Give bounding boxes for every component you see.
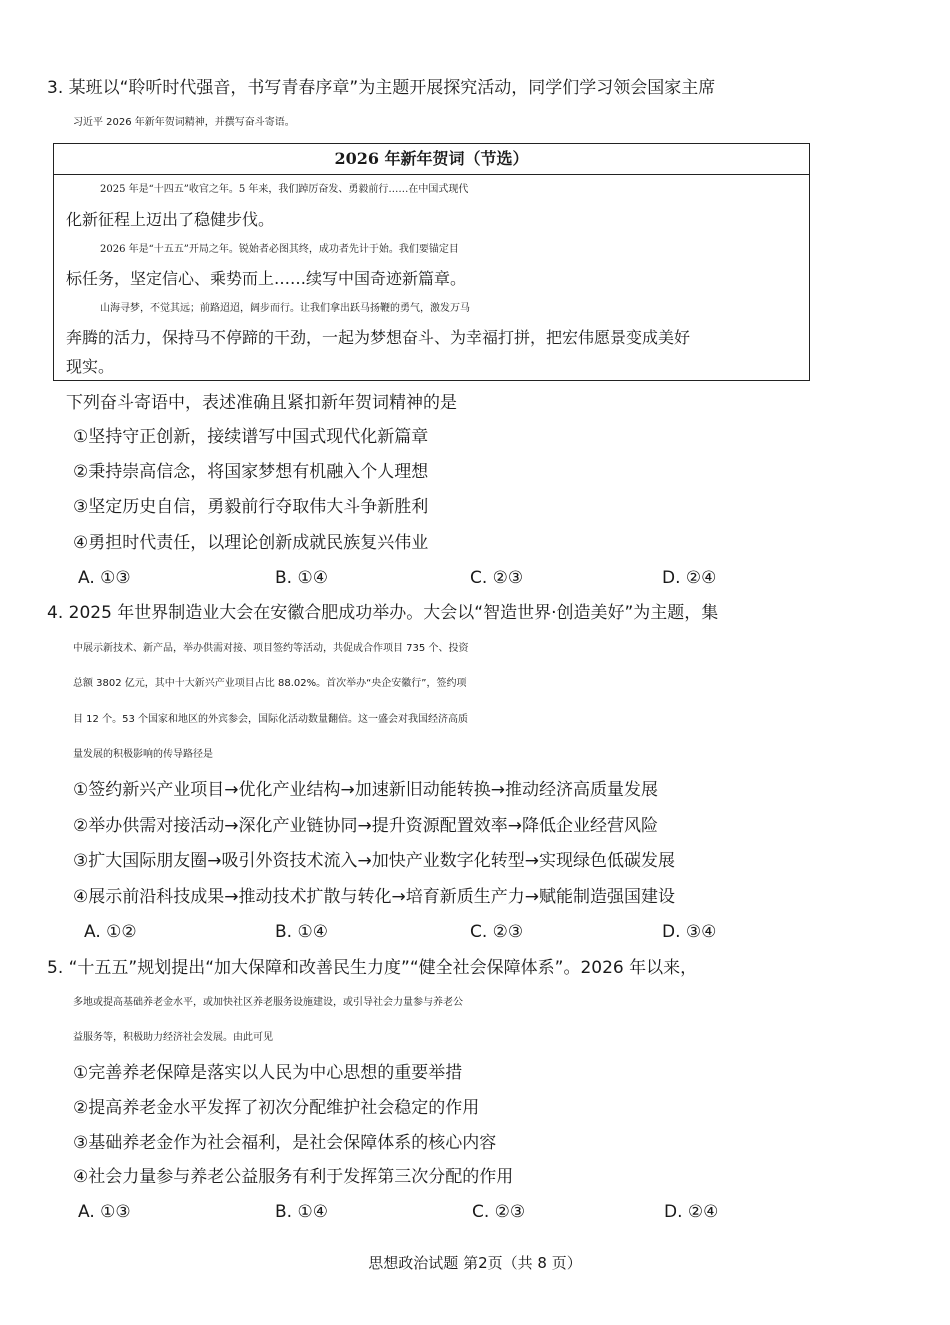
q4-stem-line-1: 4. 2025 年世界制造业大会在安徽合肥成功举办。大会以“智造世界·创造美好”为主题，集 [47,603,719,623]
q5-statement-1: ①完善养老保障是落实以人民为中心思想的重要举措 [73,1063,463,1083]
q3-prompt: 下列奋斗寄语中，表述准确且紧扣新年贺词精神的是 [66,393,457,413]
q5-option-a[interactable]: A. ①③ [78,1202,131,1222]
q4-stem-line-3: 总额 3802 亿元，其中十大新兴产业项目占比 88.02%。首次举办“央企安徽行”，签约项 [73,678,467,689]
q5-option-d[interactable]: D. ②④ [664,1202,719,1222]
q3-option-d[interactable]: D. ②④ [662,568,717,588]
q3-statement-4: ④勇担时代责任，以理论创新成就民族复兴伟业 [73,533,429,553]
excerpt-line-3: 2026 年是“十五五”开局之年。锐始者必图其终，成功者先计于始。我们要锚定目 [100,244,459,255]
excerpt-line-7: 现实。 [66,357,115,376]
q3-statement-2: ②秉持崇高信念，将国家梦想有机融入个人理想 [73,462,429,482]
excerpt-line-1: 2025 年是“十四五”收官之年。5 年来，我们踔厉奋发、勇毅前行……在中国式现代 [100,184,469,195]
new-year-speech-excerpt-box [53,143,810,381]
q4-stem-line-4: 目 12 个。53 个国家和地区的外宾参会，国际化活动数量翻倍。这一盛会对我国经济高质 [73,714,468,725]
excerpt-line-5: 山海寻梦，不觉其远；前路迢迢，阔步而行。让我们拿出跃马扬鞭的勇气，激发万马 [100,303,470,314]
q5-stem-line-1: 5. “十五五”规划提出“加大保障和改善民生力度”“健全社会保障体系”。2026 年以来， [47,958,698,978]
q5-stem-line-3: 益服务等，积极助力经济社会发展。由此可见 [73,1032,273,1043]
q4-statement-1: ①签约新兴产业项目→优化产业结构→加速新旧动能转换→推动经济高质量发展 [73,780,658,800]
q3-statement-1: ①坚持守正创新，接续谱写中国式现代化新篇章 [73,427,429,447]
q5-statement-2: ②提高养老金水平发挥了初次分配维护社会稳定的作用 [73,1098,480,1118]
q5-statement-3: ③基础养老金作为社会福利，是社会保障体系的核心内容 [73,1133,497,1153]
q3-option-b[interactable]: B. ①④ [275,568,328,588]
q4-stem-line-5: 量发展的积极影响的传导路径是 [73,749,213,760]
q3-stem-line-1: 3. 某班以“聆听时代强音，书写青春序章”为主题开展探究活动，同学们学习领会国家主席 [47,78,716,98]
q4-statement-2: ②举办供需对接活动→深化产业链协同→提升资源配置效率→降低企业经营风险 [73,816,658,836]
q4-option-b[interactable]: B. ①④ [275,922,328,942]
excerpt-line-6: 奔腾的活力，保持马不停蹄的干劲，一起为梦想奋斗、为幸福打拼，把宏伟愿景变成美好 [66,328,691,347]
page-footer: 思想政治试题 第2页（共 8 页） [368,1254,582,1272]
excerpt-line-2: 化新征程上迈出了稳健步伐。 [66,210,275,229]
q5-stem-line-2: 多地或提高基础养老金水平，或加快社区养老服务设施建设，或引导社会力量参与养老公 [73,997,463,1008]
q4-option-c[interactable]: C. ②③ [470,922,524,942]
q3-option-a[interactable]: A. ①③ [78,568,131,588]
q4-statement-4: ④展示前沿科技成果→推动技术扩散与转化→培育新质生产力→赋能制造强国建设 [73,887,675,907]
q4-option-d[interactable]: D. ③④ [662,922,717,942]
q4-statement-3: ③扩大国际朋友圈→吸引外资技术流入→加快产业数字化转型→实现绿色低碳发展 [73,851,675,871]
q4-stem-line-2: 中展示新技术、新产品，举办供需对接、项目签约等活动，共促成合作项目 735 个、投资 [73,643,469,654]
q5-option-c[interactable]: C. ②③ [472,1202,526,1222]
excerpt-line-4: 标任务，坚定信心、乘势而上……续写中国奇迹新篇章。 [66,269,467,288]
q3-option-c[interactable]: C. ②③ [470,568,524,588]
excerpt-title: 2026 年新年贺词（节选） [54,144,809,175]
q3-statement-3: ③坚定历史自信，勇毅前行夺取伟大斗争新胜利 [73,497,429,517]
q4-option-a[interactable]: A. ①② [84,922,137,942]
q5-statement-4: ④社会力量参与养老公益服务有利于发挥第三次分配的作用 [73,1167,514,1187]
q5-option-b[interactable]: B. ①④ [275,1202,328,1222]
q3-stem-line-2: 习近平 2026 年新年贺词精神，并撰写奋斗寄语。 [73,117,295,128]
